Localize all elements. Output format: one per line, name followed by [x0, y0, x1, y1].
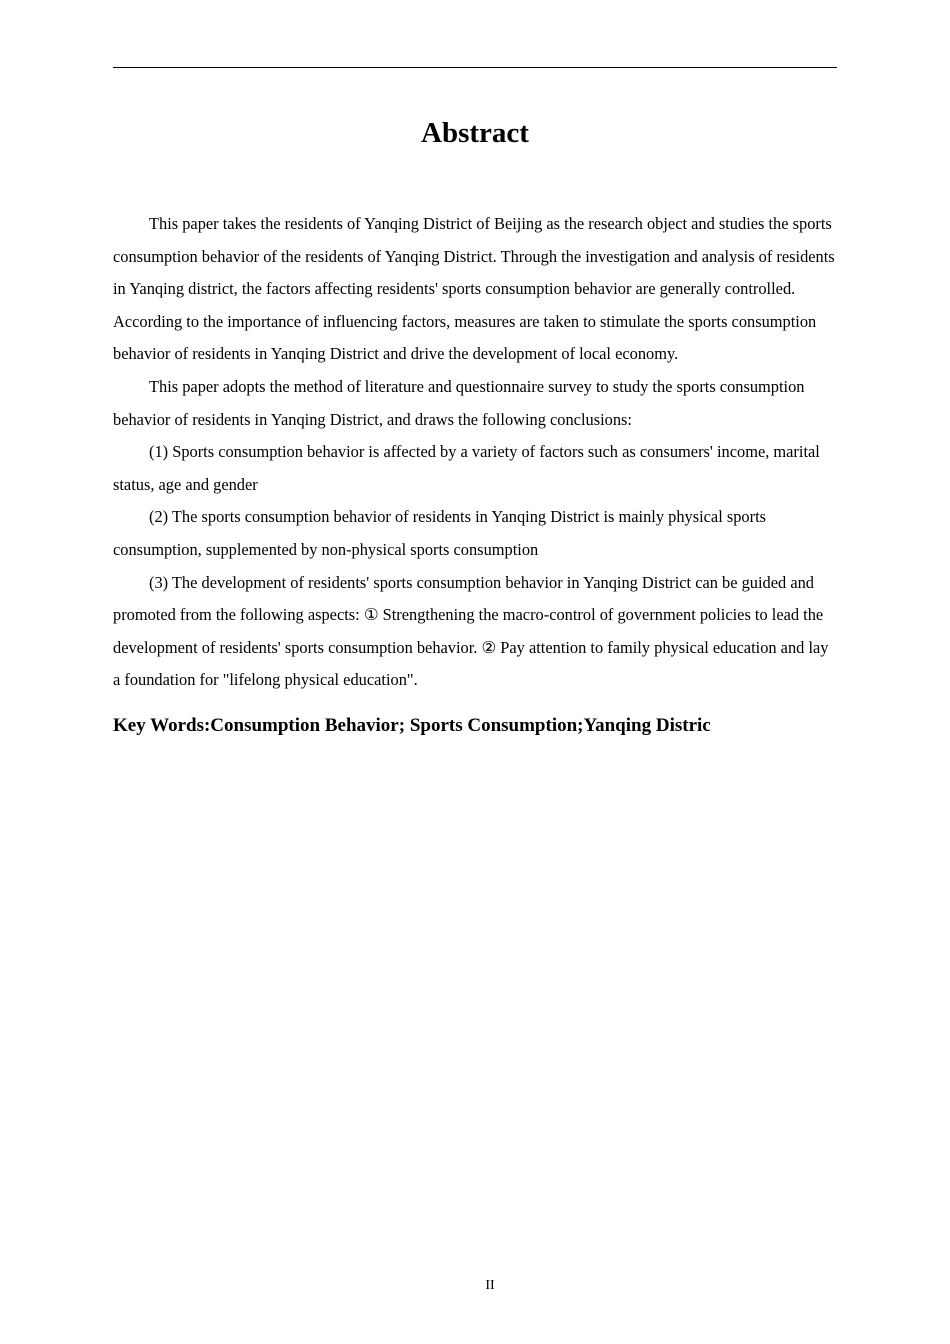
- paragraph-conclusion-1: (1) Sports consumption behavior is affected by a variety of factors such as consumers' income, marital status, age and gender: [113, 442, 820, 494]
- abstract-title: Abstract: [421, 117, 529, 149]
- abstract-body: [113, 208, 837, 741]
- paragraph-conclusion-3: (3) The development of residents' sports consumption behavior in Yanqing District can be guided and promoted from the following aspects: ① Strengthening the macro-control of government policies to lead the development of residents' sports consumption behavior. ② Pay attention to family physical education and lay a foundation for "lifelong physical education".: [113, 572, 829, 690]
- paragraph-conclusion-2: (2) The sports consumption behavior of residents in Yanqing District is mainly physical sports consumption, supplemented by non-physical sports consumption: [113, 507, 767, 559]
- keywords: Key Words:Consumption Behavior; Sports Consumption;Yanqing Distric: [113, 714, 711, 736]
- header-rule: [113, 67, 837, 68]
- paragraph-method: This paper adopts the method of literature and questionnaire survey to study the sports consumption behavior of residents in Yanqing District, and draws the following conclusions:: [113, 376, 805, 429]
- paragraph-intro: This paper takes the residents of Yanqing District of Beijing as the research object and studies the sports consumption behavior of the residents of Yanqing District. Through the investigation and analysis of residents in Yanqing district, the factors affecting residents' sports consumption behavior are generally controlled. According to the importance of influencing factors, measures are taken to stimulate the sports consumption behavior of residents in Yanqing District and drive the development of local economy.: [113, 214, 835, 364]
- page-number: II: [485, 1278, 495, 1293]
